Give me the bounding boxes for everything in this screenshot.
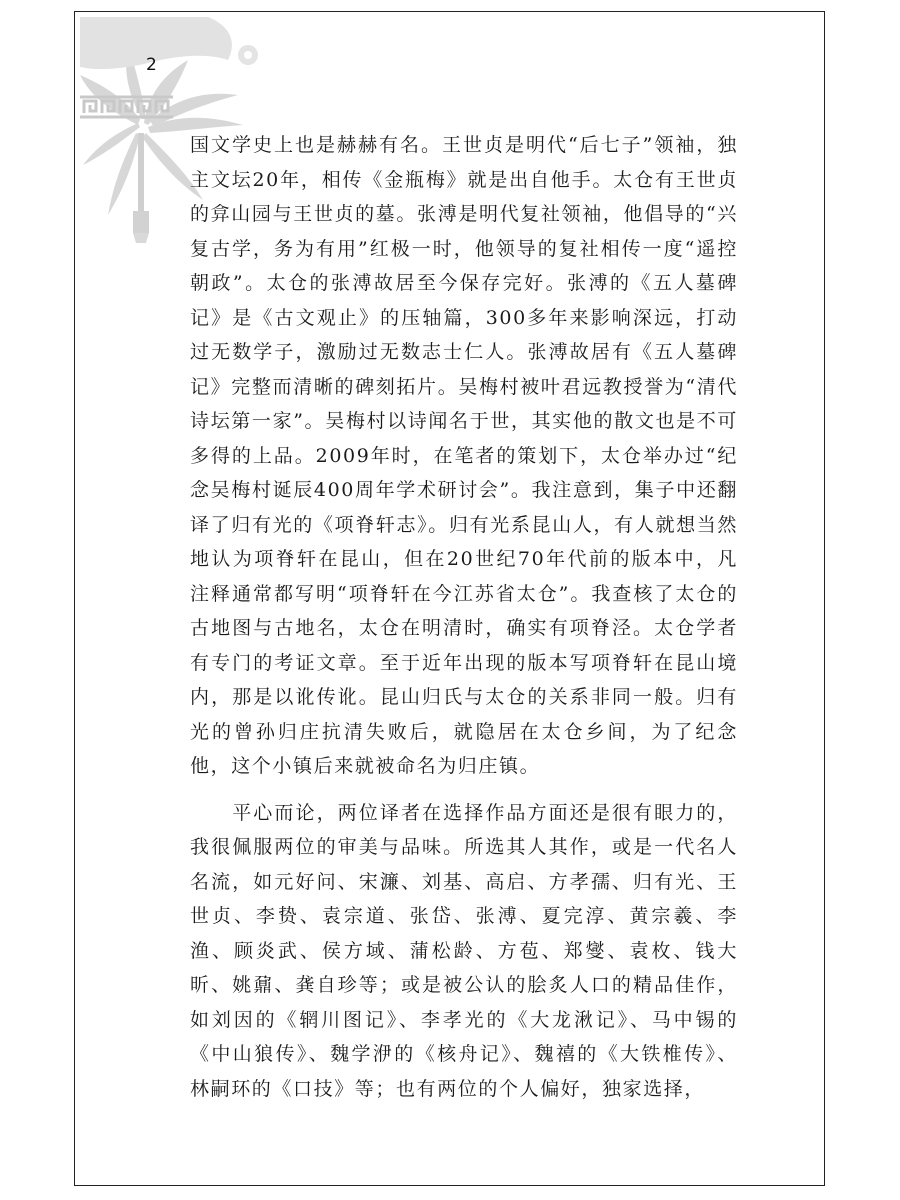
body-text <box>190 128 738 1106</box>
page-number: 2 <box>146 55 157 75</box>
paragraph-2: 平心而论，两位译者在选择作品方面还是很有眼力的，我很佩服两位的审美与品味。所选其人其作，或是一代名人名流，如元好问、宋濂、刘基、高启、方孝孺、归有光、王世贞、李贽、袁宗道、张岱、张溥、夏完淳、黄宗羲、李渔、顾炎武、侯方域、蒲松龄、方苞、郑燮、袁枚、钱大昕、姚鼐、龚自珍等；或是被公认的脍炙人口的精品佳作，如刘因的《辋川图记》、李孝光的《大龙湫记》、马中锡的《中山狼传》、魏学洢的《核舟记》、魏禧的《大铁椎传》、林嗣环的《口技》等；也有两位的个人偏好，独家选择， <box>190 801 738 1100</box>
paragraph-1: 国文学史上也是赫赫有名。王世贞是明代“后七子”领袖，独主文坛20年，相传《金瓶梅》就是出自他手。太仓有王世贞的弇山园与王世贞的墓。张溥是明代复社领袖，他倡导的“兴复古学，务为有用”红极一时，他领导的复社相传一度“遥控朝政”。太仓的张溥故居至今保存完好。张溥的《五人墓碑记》是《古文观止》的压轴篇，300多年来影响深远，打动过无数学子，激励过无数志士仁人。张溥故居有《五人墓碑记》完整而清晰的碑刻拓片。吴梅村被叶君远教授誉为“清代诗坛第一家”。吴梅村以诗闻名于世，其实他的散文也是不可多得的上品。2009年时，在笔者的策划下，太仓举办过“纪念吴梅村诞辰400周年学术研讨会”。我注意到，集子中还翻译了归有光的《项脊轩志》。归有光系昆山人，有人就想当然地认为项脊轩在昆山，但在20世纪70年代前的版本中，凡注释通常都写明“项脊轩在今江苏省太仓”。我查核了太仓的古地图与古地名，太仓在明清时，确实有项脊泾。太仓学者有专门的考证文章。至于近年出现的版本写项脊轩在昆山境内，那是以讹传讹。昆山归氏与太仓的关系非同一般。归有光的曾孙归庄抗清失败后，就隐居在太仓乡间，为了纪念他，这个小镇后来就被命名为归庄镇。 <box>190 134 738 777</box>
